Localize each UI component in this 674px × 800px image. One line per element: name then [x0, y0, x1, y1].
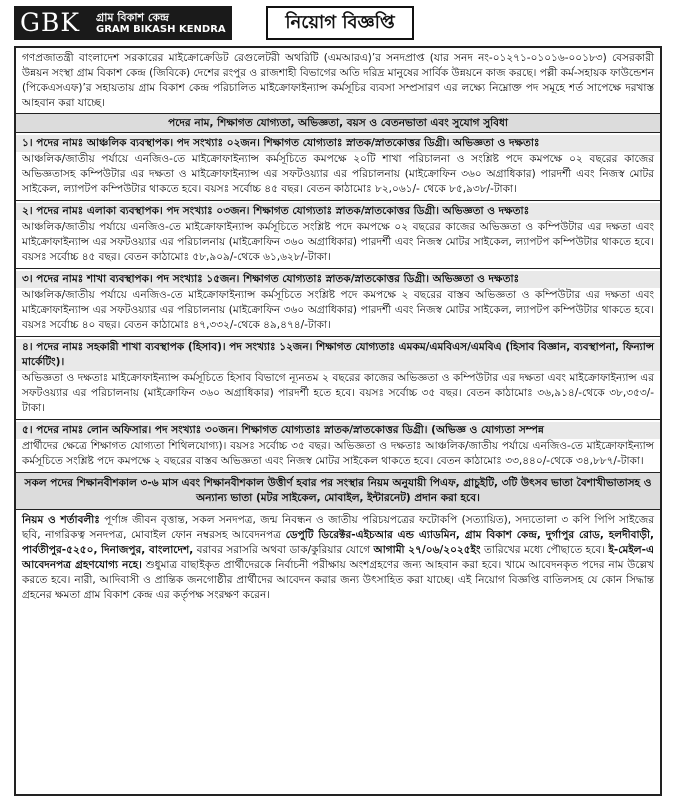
table-header: পদের নাম, শিক্ষাগত যোগ্যতা, অভিজ্ঞতা, বয়স ও বেতনভাতা এবং সুযোগ সুবিধা — [16, 113, 660, 133]
post-regional-manager — [16, 133, 660, 201]
post-branch-manager — [16, 269, 660, 337]
post-header: ২। পদের নামঃ এলাকা ব্যবস্থাপক। পদ সংখ্যাঃ ০৩জন। শিক্ষাগত যোগ্যতাঃ স্নাতক/স্নাতকোত্তর ডিগ্রী। অভিজ্ঞতা ও দক্ষতাঃ — [16, 203, 660, 220]
application-deadline: আগামী ২৭/০৬/২০২৫ইং — [373, 544, 481, 556]
post-details: আঞ্চলিক/জাতীয় পর্যায়ে এনজিও-তে মাইক্রোফাইন্যান্স কর্মসূচিতে কমপক্ষে ২০টি শাখা পরিচালনা ও সংশ্লিষ্ট পদে কমপক্ষে ০২ বছরের কাজের অভিজ্ঞতাসহ কম্পিউটার এর দক্ষতা ও মাইক্রোফাইন্যান্স এর সফটওয়্যার এর পরিচালনায় (মাইক্রোফিন ৩৬০ অগ্রাধিকার) পারদর্শী এবং নিজস্ব মোটর সাইকেল, ল্যাপটপ কম্পিউটার থাকতে হবে। বয়সঃ সর্বোচ্চ ৪৫ বছর। বেতন কাঠামোঃ ৮২,০৬১/- থেকে ৮৫,৯৩৮/-টাকা। — [22, 153, 654, 195]
terms-final: শুধুমাত্র বাছাইকৃত প্রার্থীদেরকে নির্বাচনী পরীক্ষায় অংশগ্রহণের জন্য আহবান করা হবে। খামে আবেদনকৃত পদের নাম উল্লেখ করতে হবে। নারী, আদিবাসী ও প্রান্তিক জনগোষ্ঠীর প্রার্থীদের আবেদন করার জন্য উৎসাহিত করা যাচ্ছে। এই নিয়োগ বিজ্ঞপ্তি বাতিলসহ যে কোন সিদ্ধান্ত গ্রহনের ক্ষমতা গ্রাম বিকাশ কেন্দ্র এর কর্তৃপক্ষ সংরক্ষণ করেন। — [22, 559, 654, 601]
post-header: ৫। পদের নামঃ লোন অফিসার। পদ সংখ্যাঃ ৩০জন। শিক্ষাগত যোগ্যতাঃ স্নাতক/স্নাতকোত্তর ডিগ্রী। (অভিজ্ঞ ও যোগ্যতা সম্পন্ন — [16, 422, 660, 439]
terms-deadline-tail: তারিখের মধ্যে পৌছাতে হবে। — [483, 544, 606, 556]
terms-submission: বরাবর সরাসরি অথবা ডাক/কুরিয়ার যোগে — [196, 544, 371, 556]
post-loan-officer — [16, 420, 660, 473]
post-details: আঞ্চলিক/জাতীয় পর্যায়ে এনজিও-তে মাইক্রোফাইন্যান্স কর্মসূচিতে সংশ্লিষ্ট পদে কমপক্ষে ০২ বছরের কাজের অভিজ্ঞতা ও কম্পিউটার এর দক্ষতা এবং মাইক্রোফাইন্যান্স এর সফটওয়্যার এর পরিচালনায় (মাইক্রোফিন ৩৬০ অগ্রাধিকার) পারদর্শী এবং নিজস্ব মোটর সাইকেল, ল্যাপটপ কম্পিউটার থাকতে হবে। বয়সঃ সর্বোচ্চ ৪৫ বছর। বেতন কাঠামোঃ ৫৮,৯০৯/-থেকে ৬১,৬২৮/-টাকা। — [22, 221, 654, 263]
post-details: আঞ্চলিক/জাতীয় পর্যায়ে এনজিও-তে মাইক্রোফাইন্যান্স কর্মসূচিতে সংশ্লিষ্ট পদে কমপক্ষে ২ বছরের বাস্তব অভিজ্ঞতা ও কম্পিউটার এর দক্ষতা এবং মাইক্রোফাইন্যান্স এর সফটওয়্যার এর পরিচালনায় (মাইক্রোফিন ৩৬০ অগ্রাধিকার) পারদর্শী এবং নিজস্ব মোটর সাইকেল, ল্যাপটপ কম্পিউটার থাকতে হবে। বয়সঃ সর্বোচ্চ ৪০ বছর। বেতন কাঠামোঃ ৪৭,৩৩২/-থেকে ৪৯,৪৭৪/-টাকা। — [22, 289, 654, 331]
post-assistant-branch-manager — [16, 337, 660, 420]
gbk-logo — [14, 6, 232, 40]
circular-body — [14, 46, 662, 796]
post-header: ৪। পদের নামঃ সহকারী শাখা ব্যবস্থাপক (হিসাব)। পদ সংখ্যাঃ ১২জন। শিক্ষাগত যোগ্যতাঃ এমকম/এমবিএস/এমবিএ (হিসাব বিজ্ঞান, ব্যবস্থাপনা, ফিন্যান্স মার্কেটিং)। — [16, 339, 660, 371]
logo-mark: GBK — [20, 8, 81, 37]
logo-bangla-name: গ্রাম বিকাশ কেন্দ্র — [96, 11, 169, 24]
post-header: ১। পদের নামঃ আঞ্চলিক ব্যবস্থাপক। পদ সংখ্যাঃ ০২জন। শিক্ষাগত যোগ্যতাঃ স্নাতক/স্নাতকোত্তর ডিগ্রী। অভিজ্ঞতা ও দক্ষতাঃ — [16, 135, 660, 152]
page-title: নিয়োগ বিজ্ঞপ্তি — [266, 6, 414, 40]
header — [14, 6, 662, 42]
terms-and-conditions — [16, 510, 660, 606]
training-benefits-note: সকল পদের শিক্ষানবীশকাল ৩-৬ মাস এবং শিক্ষানবীশকাল উত্তীর্ণ হবার পর সংস্থার নিয়ম অনুযায়ী পিএফ, গ্রাচুইটি, ৩টি উৎসব ভাতা বৈশাখীভাতাসহ ও অন্যান্য ভাতা (মটর সাইকেল, মোবাইল, ইন্টারনেট) প্রদান করা হবে। — [16, 473, 660, 510]
post-details: অভিজ্ঞতা ও দক্ষতাঃ মাইক্রোফাইন্যান্স কর্মসূচিতে হিসাব বিভাগে ন্যূনতম ২ বছরের কাজের অভিজ্ঞতা ও কম্পিউটার এর দক্ষতা এবং মাইক্রোফাইন্যান্স এর সফটওয়্যার এর পরিচালনায় (মাইক্রোফিন ৩৬০ অগ্রাধিকার) পারদর্শী হতে হবে। বয়সঃ সর্বোচ্চ ৩৫ বছর। বেতন কাঠামোঃ ৩৬,৯১৪/-থেকে ৩৮,৩৫৩/-টাকা। — [22, 372, 654, 414]
logo-english-name: GRAM BIKASH KENDRA — [96, 24, 226, 35]
application-address: ডেপুটি ডিরেক্টর-এইচআর এন্ড এ্যাডমিন, গ্রাম বিকাশ কেন্দ্র, দুর্গাপুর রোড, হলদীবাড়ী, পার্বতীপুর-৫২৫০, দিনাজপুর, বাংলাদেশ, — [22, 529, 654, 556]
email-not-accepted: ই-মেইল-এ আবেদনপত্র গ্রহণযোগ্য নহে। — [22, 544, 654, 571]
post-area-manager — [16, 201, 660, 269]
terms-documents: পূর্ণাঙ্গ জীবন বৃত্তান্ত, সকল সনদপত্র, জন্ম নিবন্ধন ও জাতীয় পরিচয়পত্রের ফটোকপি (সত্যায়িত), সদ্যতোলা ৩ কপি পিপি সাইজের ছবি, নাগরিকত্ব সনদপত্র, মোবাইল ফোন নম্বরসহ আবেদনপত্র — [22, 514, 654, 541]
terms-label: নিয়ম ও শর্তাবলীঃ — [22, 514, 100, 526]
post-header: ৩। পদের নামঃ শাখা ব্যবস্থাপক। পদ সংখ্যাঃ ১৫জন। শিক্ষাগত যোগ্যতাঃ স্নাতক/স্নাতকোত্তর ডিগ্রী। অভিজ্ঞতা ও দক্ষতাঃ — [16, 271, 660, 288]
intro-paragraph: গণপ্রজাতন্ত্রী বাংলাদেশ সরকারের মাইক্রোক্রেডিট রেগুলেটরী অথরিটি (এমআরএ)’র সনদপ্রাপ্ত (যার সনদ নং-০১২৭১-০১০১৬-০০১৮৩) বেসরকারী উন্নয়ন সংস্থা গ্রাম বিকাশ কেন্দ্র (জিবিকে) দেশের রংপুর ও রাজশাহী বিভাগের অতি দরিদ্র মানুষের সার্বিক উন্নয়নে কাজ করছে। পল্লী কর্ম-সহায়ক ফাউন্ডেশন (পিকেএসএফ)’র সহায়তায় গ্রাম বিকাশ কেন্দ্র পরিচালিত মাইক্রোফাইন্যান্স কর্মসূচির ব্যবসা সম্প্রসারণ এর লক্ষ্যে নিম্নোক্ত পদ সমূহে শর্ত সাপেক্ষে দরখাস্ত আহবান করা যাচ্ছে। — [22, 52, 654, 109]
post-details: প্রার্থীদের ক্ষেত্রে শিক্ষাগত যোগ্যতা শিথিলযোগ্য)। বয়সঃ সর্বোচ্চ ৩৫ বছর। অভিজ্ঞতা ও দক্ষতাঃ আঞ্চলিক/জাতীয় পর্যায়ে এনজিও-তে মাইক্রোফাইন্যান্স কর্মসূচিতে সংশ্লিষ্ট পদে কমপক্ষে ২ বছরের বাস্তব অভিজ্ঞতা এবং নিজস্ব মোটর সাইকেল থাকতে হবে। বেতন কাঠামোঃ ৩৩,৪৪০/-থেকে ৩৪,৮৮৭/-টাকা। — [22, 440, 654, 467]
